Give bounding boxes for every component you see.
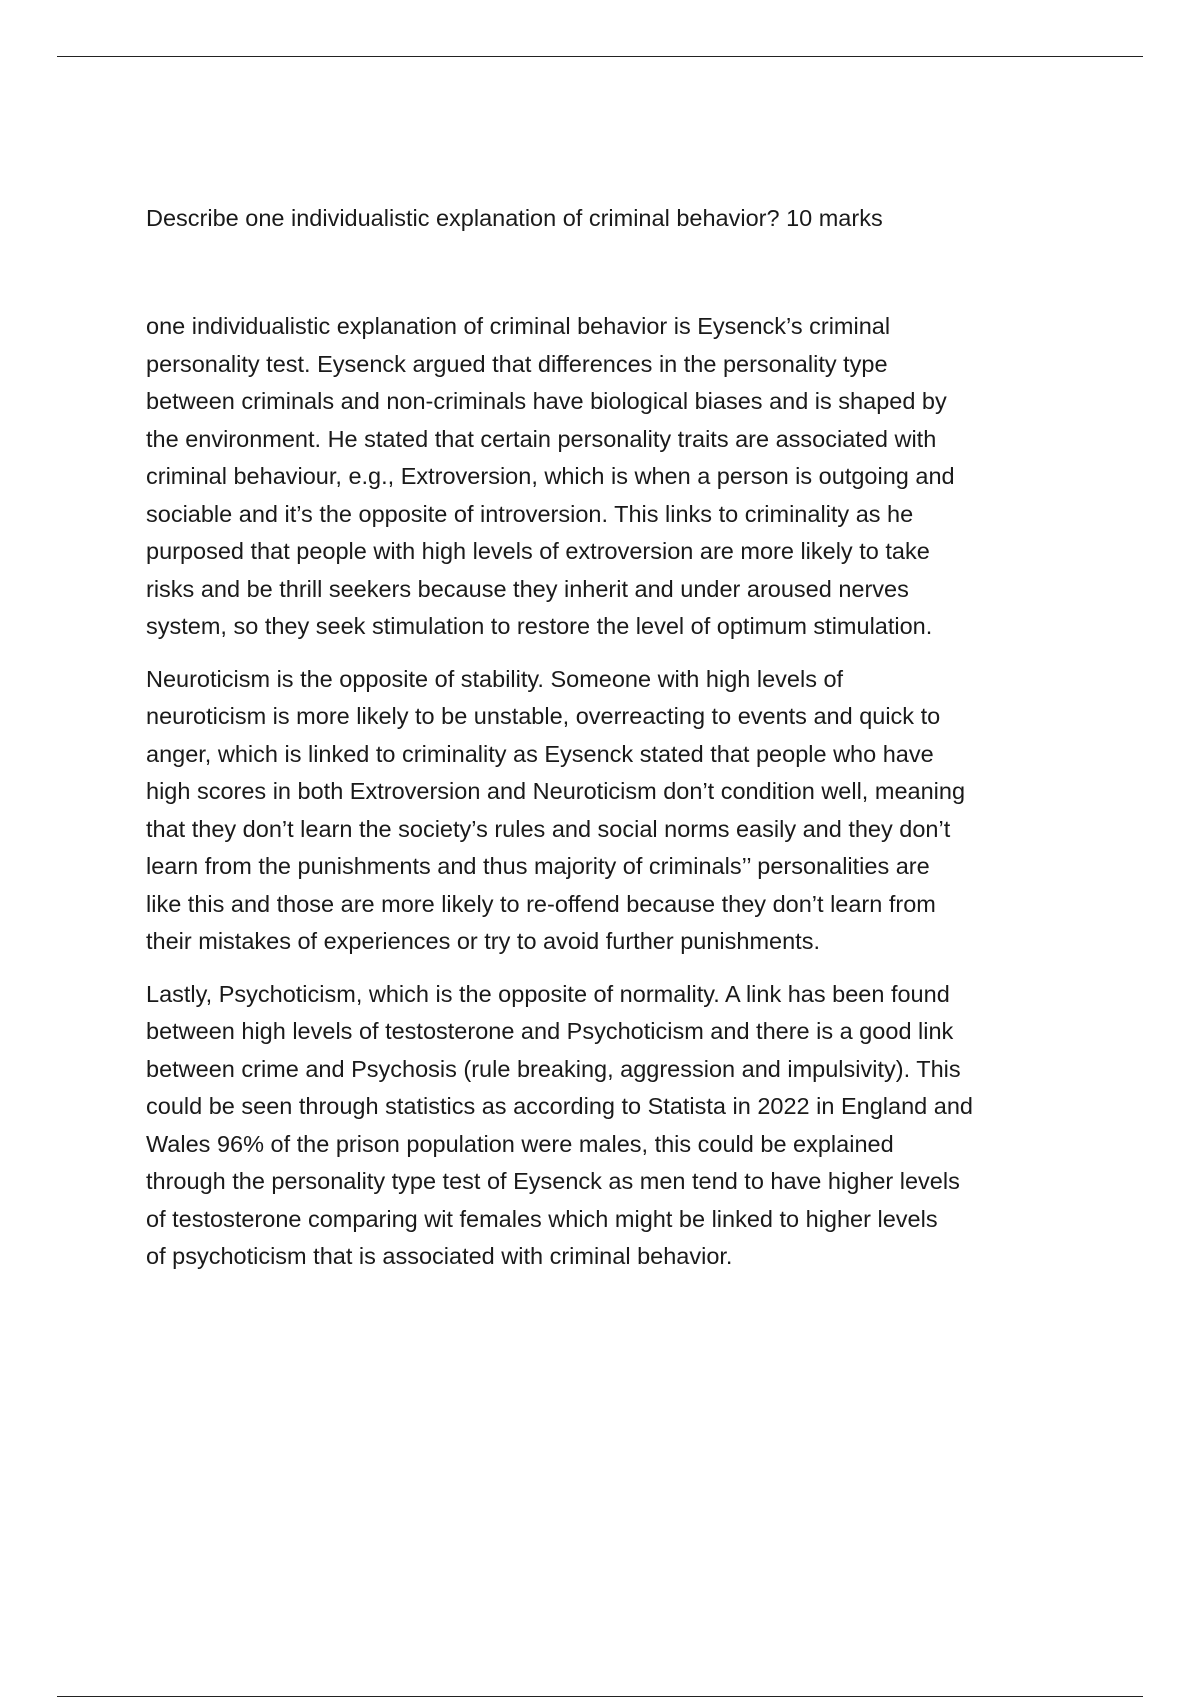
- text-line: like this and those are more likely to re-offend because they don’t learn from: [146, 890, 936, 917]
- footer-divider: [57, 1696, 1143, 1697]
- text-line: purposed that people with high levels of extroversion are more likely to take: [146, 538, 930, 564]
- text-line: criminal behaviour, e.g., Extroversion, which is when a person is outgoing and: [146, 463, 955, 489]
- text-line: Lastly, Psychoticism, which is the opposite of normality. A link has been found: [146, 980, 950, 1007]
- paragraph-psychoticism: [146, 976, 1086, 1276]
- text-line: learn from the punishments and thus majority of criminals’’ personalities are: [146, 853, 930, 879]
- text-line: personality test. Eysenck argued that differences in the personality type: [146, 350, 888, 377]
- paragraph-extroversion: [146, 308, 1086, 646]
- question-heading: Describe one individualistic explanation of criminal behavior? 10 marks: [146, 205, 883, 231]
- text-line: between high levels of testosterone and Psychoticism and there is a good link: [146, 1018, 954, 1044]
- header-divider: [57, 56, 1143, 57]
- text-line: could be seen through statistics as according to Statista in 2022 in England and: [146, 1093, 973, 1119]
- text-line: Wales 96% of the prison population were males, this could be explained: [146, 1130, 894, 1157]
- text-line: between criminals and non-criminals have biological biases and is shaped by: [146, 388, 947, 414]
- text-line: one individualistic explanation of criminal behavior is Eysenck’s criminal: [146, 313, 891, 339]
- text-line: between crime and Psychosis (rule breaking, aggression and impulsivity). This: [146, 1055, 961, 1082]
- text-line: sociable and it’s the opposite of introversion. This links to criminality as he: [146, 500, 914, 527]
- answer-body: [146, 308, 1086, 1291]
- text-line: that they don’t learn the society’s rules and social norms easily and they don’t: [146, 815, 951, 842]
- text-line: neuroticism is more likely to be unstable, overreacting to events and quick to: [146, 703, 941, 729]
- text-line: through the personality type test of Eysenck as men tend to have higher levels: [146, 1168, 960, 1194]
- text-line: high scores in both Extroversion and Neuroticism don’t condition well, meaning: [146, 778, 966, 804]
- text-line: the environment. He stated that certain personality traits are associated with: [146, 425, 937, 452]
- text-line: risks and be thrill seekers because they inherit and under aroused nerves: [146, 575, 909, 602]
- paragraph-neuroticism: [146, 661, 1086, 961]
- text-line: of psychoticism that is associated with criminal behavior.: [146, 1243, 733, 1269]
- text-line: system, so they seek stimulation to restore the level of optimum stimulation.: [146, 613, 933, 639]
- text-line: their mistakes of experiences or try to avoid further punishments.: [146, 928, 820, 954]
- text-line: Neuroticism is the opposite of stability. Someone with high levels of: [146, 665, 844, 692]
- text-line: of testosterone comparing wit females which might be linked to higher levels: [146, 1205, 938, 1232]
- text-line: anger, which is linked to criminality as Eysenck stated that people who have: [146, 740, 934, 767]
